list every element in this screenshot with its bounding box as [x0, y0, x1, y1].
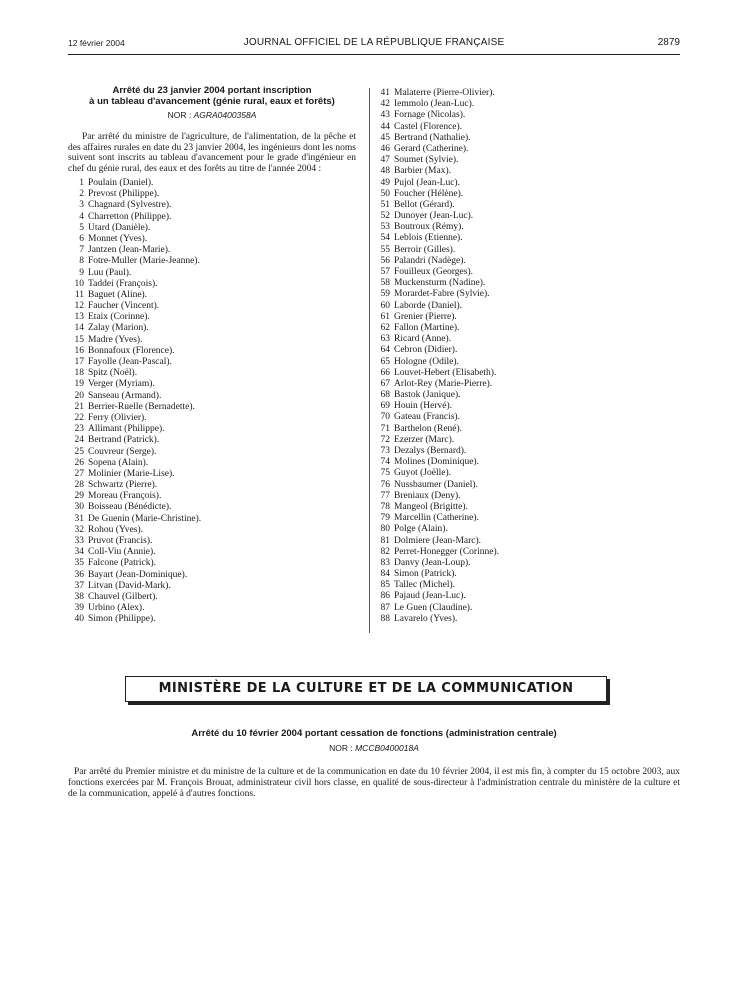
list-item-name: Laborde (Daniel). — [394, 300, 463, 311]
list-item — [68, 379, 356, 390]
list-item-name: Muckensturm (Nadine). — [394, 278, 486, 289]
list-item-number: 71 — [380, 423, 390, 434]
list-item-name: Fornage (Nicolas). — [394, 110, 466, 121]
list-item — [376, 312, 676, 323]
list-item — [376, 614, 676, 625]
list-item-name: Faucher (Vincent). — [88, 301, 160, 312]
list-item-number: 6 — [79, 233, 84, 244]
list-item-name: Guyot (Joëlle). — [394, 468, 451, 479]
list-item-number: 40 — [74, 614, 84, 625]
list-item — [68, 301, 356, 312]
list-item — [68, 245, 356, 256]
list-item-number: 41 — [380, 88, 390, 98]
list-item — [376, 133, 676, 144]
list-item-name: Barbier (Max). — [394, 166, 451, 177]
list-item-number: 30 — [74, 502, 84, 513]
list-item — [68, 547, 356, 558]
list-item-number: 49 — [380, 177, 390, 188]
list-item — [68, 491, 356, 502]
left-column — [68, 85, 356, 626]
list-item-number: 17 — [74, 357, 84, 367]
list-item-number: 60 — [380, 300, 390, 311]
list-item-number: 8 — [79, 256, 84, 267]
names-list-left — [68, 178, 356, 626]
list-item-name: Falcone (Patrick). — [88, 558, 157, 569]
arrete1-title-line2: à un tableau d'avancement (génie rural, eaux et forêts) — [89, 96, 335, 107]
list-item-number: 58 — [380, 278, 390, 289]
list-item-number: 42 — [380, 99, 390, 110]
list-item — [376, 110, 676, 121]
arrete1-title — [68, 85, 356, 107]
list-item-number: 48 — [380, 166, 390, 177]
list-item — [68, 279, 356, 290]
list-item-name: Fallon (Martine). — [394, 322, 460, 333]
list-item-number: 23 — [74, 424, 84, 435]
list-item-number: 57 — [380, 267, 390, 277]
names-list-right — [376, 88, 676, 625]
list-item-name: Litvan (David-Mark). — [88, 580, 171, 591]
list-item-number: 2 — [79, 189, 84, 200]
column-divider — [369, 88, 370, 633]
list-item-name: Pruvot (Francis). — [88, 536, 153, 546]
list-item-name: Gerard (Catherine). — [394, 143, 469, 154]
list-item-number: 68 — [380, 390, 390, 401]
list-item-name: Marcellin (Catherine). — [394, 513, 479, 524]
list-item-name: Berrier-Ruelle (Bernadette). — [88, 401, 195, 412]
list-item-number: 33 — [74, 536, 84, 546]
list-item-number: 34 — [74, 547, 84, 558]
list-item-number: 54 — [380, 233, 390, 244]
list-item-name: Morardet-Fabre (Sylvie). — [394, 289, 490, 300]
list-item — [68, 212, 356, 223]
list-item — [376, 301, 676, 312]
list-item-number: 26 — [74, 457, 84, 468]
list-item-name: Zalay (Marion). — [88, 323, 149, 334]
list-item-name: Coll-Viu (Annie). — [88, 547, 156, 558]
page-header — [68, 38, 680, 52]
list-item — [68, 368, 356, 379]
list-item-name: Iemmolo (Jean-Luc). — [394, 99, 475, 110]
list-item-number: 39 — [74, 603, 84, 614]
list-item-name: Chauvel (Gilbert). — [88, 591, 158, 602]
list-item — [68, 558, 356, 569]
list-item-name: Lavarelo (Yves). — [394, 613, 458, 624]
list-item-number: 24 — [74, 435, 84, 446]
list-item-number: 59 — [380, 289, 390, 300]
list-item — [68, 357, 356, 368]
list-item-name: Baguet (Aline). — [88, 289, 148, 300]
list-item-number: 86 — [380, 591, 390, 602]
list-item-name: Etaix (Corinne). — [88, 312, 150, 323]
list-item-name: Ricard (Anne). — [394, 334, 451, 345]
list-item — [68, 592, 356, 603]
issue-date: 12 février 2004 — [68, 38, 125, 48]
list-item-number: 78 — [380, 501, 390, 512]
arrete2-section — [68, 728, 680, 804]
list-item-name: Breniaux (Deny). — [394, 490, 461, 501]
list-item — [68, 391, 356, 402]
list-item — [376, 357, 676, 368]
list-item-number: 5 — [79, 222, 84, 233]
list-item — [376, 580, 676, 591]
list-item-number: 7 — [79, 245, 84, 256]
list-item — [376, 200, 676, 211]
list-item — [376, 401, 676, 412]
list-item-number: 20 — [74, 390, 84, 401]
list-item-number: 14 — [74, 323, 84, 334]
list-item-number: 77 — [380, 490, 390, 501]
list-item — [68, 480, 356, 491]
list-item — [68, 200, 356, 211]
list-item-number: 56 — [380, 255, 390, 266]
list-item-name: Moreau (François). — [88, 491, 162, 502]
list-item — [376, 390, 676, 401]
list-item-name: Spitz (Noël). — [88, 368, 138, 379]
list-item — [376, 122, 676, 133]
list-item — [68, 402, 356, 413]
list-item-number: 84 — [380, 569, 390, 580]
list-item-name: Arlot-Rey (Marie-Pierre). — [394, 378, 493, 389]
list-item-number: 38 — [74, 591, 84, 602]
list-item-number: 3 — [79, 200, 84, 211]
list-item-number: 13 — [74, 312, 84, 323]
list-item-number: 1 — [79, 178, 84, 188]
list-item-name: Le Guen (Claudine). — [394, 602, 473, 613]
list-item — [68, 223, 356, 234]
list-item-name: Danvy (Jean-Loup). — [394, 557, 471, 568]
list-item — [376, 480, 676, 491]
list-item-name: Dezalys (Bernard). — [394, 446, 467, 456]
list-item-number: 45 — [380, 132, 390, 143]
list-item — [68, 570, 356, 581]
list-item-name: Verger (Myriam). — [88, 379, 155, 390]
list-item-name: Simon (Philippe). — [88, 614, 156, 625]
list-item — [376, 211, 676, 222]
list-item — [68, 346, 356, 357]
list-item — [68, 502, 356, 513]
list-item-number: 81 — [380, 535, 390, 546]
list-item-number: 83 — [380, 557, 390, 568]
list-item-name: Sopena (Alain). — [88, 457, 149, 468]
header-rule — [68, 54, 680, 55]
list-item — [68, 424, 356, 435]
list-item — [376, 189, 676, 200]
arrete1-nor — [68, 110, 356, 120]
list-item — [376, 446, 676, 457]
list-item-name: Perret-Honegger (Corinne). — [394, 546, 499, 557]
journal-title: JOURNAL OFFICIEL DE LA RÉPUBLIQUE FRANÇAISE — [243, 37, 505, 48]
list-item — [376, 233, 676, 244]
list-item — [376, 547, 676, 558]
list-item-name: Sanseau (Armand). — [88, 390, 162, 401]
list-item-number: 22 — [74, 412, 84, 423]
list-item-number: 10 — [74, 278, 84, 289]
list-item-number: 79 — [380, 513, 390, 524]
list-item — [68, 234, 356, 245]
list-item-number: 80 — [380, 524, 390, 535]
list-item — [376, 155, 676, 166]
list-item — [376, 222, 676, 233]
list-item-number: 85 — [380, 580, 390, 591]
list-item-number: 31 — [74, 513, 84, 524]
list-item-number: 21 — [74, 401, 84, 412]
list-item-name: Couvreur (Serge). — [88, 446, 157, 457]
list-item — [376, 491, 676, 502]
list-item-number: 66 — [380, 367, 390, 378]
ministry-heading: MINISTÈRE DE LA CULTURE ET DE LA COMMUNICATION — [158, 681, 574, 696]
list-item — [376, 558, 676, 569]
list-item-number: 28 — [74, 480, 84, 491]
list-item — [376, 245, 676, 256]
list-item — [376, 424, 676, 435]
list-item-name: Nussbaumer (Daniel). — [394, 479, 478, 490]
list-item — [376, 334, 676, 345]
list-item-number: 64 — [380, 345, 390, 356]
list-item — [68, 581, 356, 592]
list-item-number: 9 — [79, 267, 84, 278]
list-item-name: Pajaud (Jean-Luc). — [394, 591, 466, 602]
list-item — [376, 144, 676, 155]
list-item-number: 19 — [74, 379, 84, 390]
list-item-name: Prevost (Philippe). — [88, 189, 160, 200]
list-item-name: Palandri (Nadège). — [394, 255, 466, 266]
list-item — [376, 468, 676, 479]
list-item-name: Dolmiere (Jean-Marc). — [394, 535, 482, 546]
list-item-name: Bastok (Janique). — [394, 390, 461, 401]
page-number: 2879 — [657, 37, 680, 48]
list-item-name: Dunoyer (Jean-Luc). — [394, 211, 474, 222]
list-item-name: Mangeol (Brigitte). — [394, 501, 468, 512]
list-item — [68, 447, 356, 458]
list-item-name: Rohou (Yves). — [88, 524, 143, 535]
list-item-name: Ferry (Olivier). — [88, 412, 147, 423]
list-item — [68, 189, 356, 200]
list-item-number: 67 — [380, 378, 390, 389]
list-item-number: 12 — [74, 301, 84, 312]
list-item-name: Gateau (Francis). — [394, 412, 460, 423]
list-item-name: Barthelon (René). — [394, 423, 463, 434]
list-item-number: 27 — [74, 468, 84, 479]
list-item-number: 76 — [380, 479, 390, 490]
list-item-name: Leblois (Etienne). — [394, 233, 463, 244]
list-item-name: Cebron (Didier). — [394, 345, 458, 356]
list-item — [68, 514, 356, 525]
list-item — [68, 323, 356, 334]
nor-code: AGRA0400358A — [193, 110, 257, 120]
list-item-name: Fayolle (Jean-Pascal). — [88, 357, 172, 367]
arrete2-title: Arrêté du 10 février 2004 portant cessation de fonctions (administration centrale) — [191, 728, 557, 739]
list-item-name: Utard (Danièle). — [88, 222, 151, 233]
list-item — [376, 379, 676, 390]
list-item-name: Bertrand (Nathalie). — [394, 132, 471, 143]
list-item — [376, 513, 676, 524]
list-item-name: Pujol (Jean-Luc). — [394, 177, 460, 188]
list-item-number: 18 — [74, 368, 84, 379]
list-item — [68, 335, 356, 346]
list-item — [68, 614, 356, 625]
list-item — [376, 524, 676, 535]
list-item-number: 87 — [380, 602, 390, 613]
list-item-number: 44 — [380, 121, 390, 132]
list-item-name: Charretton (Philippe). — [88, 211, 172, 222]
list-item-number: 61 — [380, 311, 390, 322]
list-item-number: 35 — [74, 558, 84, 569]
ministry-heading-box — [125, 676, 607, 702]
list-item — [68, 268, 356, 279]
list-item-name: Houin (Hervé). — [394, 401, 453, 412]
list-item-number: 73 — [380, 446, 390, 456]
list-item — [376, 412, 676, 423]
list-item-number: 74 — [380, 457, 390, 468]
list-item-name: Bellot (Gérard). — [394, 199, 455, 210]
list-item-name: De Guenin (Marie-Christine). — [88, 513, 202, 524]
list-item — [376, 569, 676, 580]
list-item-name: Louvet-Hebert (Elisabeth). — [394, 367, 497, 378]
list-item-number: 15 — [74, 334, 84, 345]
list-item-name: Molines (Dominique). — [394, 457, 479, 468]
list-item-name: Ezerzer (Marc). — [394, 434, 455, 445]
list-item — [68, 256, 356, 267]
nor-code: MCCB0400018A — [355, 743, 419, 753]
list-item-name: Bertrand (Patrick). — [88, 435, 160, 446]
list-item-name: Polge (Alain). — [394, 524, 448, 535]
list-item — [376, 289, 676, 300]
list-item — [68, 178, 356, 189]
arrete1-paragraph: Par arrêté du ministre de l'agriculture, de l'alimentation, de la pêche et des affaires rurales en date du 23 janvier 2004, les ingénieurs dont les noms suivent sont inscrits au tableau d'avancement pour le grade d'ingénieur en chef du génie rural, des eaux et des forêts au titre de l'année 2004 : — [68, 132, 356, 174]
list-item-name: Berroir (Gilles). — [394, 244, 456, 255]
list-item-name: Boisseau (Bénédicte). — [88, 502, 172, 513]
list-item-name: Tallec (Michel). — [394, 580, 456, 591]
list-item-number: 70 — [380, 412, 390, 423]
list-item-name: Fouilleux (Georges). — [394, 267, 473, 277]
list-item — [68, 536, 356, 547]
list-item — [68, 290, 356, 301]
list-item-number: 43 — [380, 110, 390, 121]
list-item-number: 72 — [380, 434, 390, 445]
list-item — [68, 525, 356, 536]
list-item — [376, 323, 676, 334]
list-item-number: 50 — [380, 188, 390, 199]
list-item — [376, 345, 676, 356]
list-item — [376, 88, 676, 99]
list-item-number: 11 — [74, 289, 84, 300]
list-item-name: Bayart (Jean-Dominique). — [88, 569, 188, 580]
list-item — [376, 502, 676, 513]
list-item — [376, 99, 676, 110]
list-item-name: Chagnard (Sylvestre). — [88, 200, 172, 211]
list-item — [68, 413, 356, 424]
list-item-name: Boutroux (Rémy). — [394, 222, 464, 233]
list-item-number: 52 — [380, 211, 390, 222]
nor-label: NOR : — [329, 743, 353, 753]
arrete2-paragraph: Par arrêté du Premier ministre et du ministre de la culture et de la communication en date du 10 février 2004, il est mis fin, à compter du 15 octobre 2003, aux fonctions exercées par M. François Brouat, administrateur civil hors classe, en qualité de sous-directeur à l'administration centrale du ministère de la culture et de la communication, appelé à d'autres fonctions. — [68, 767, 680, 799]
arrete2-nor — [68, 743, 680, 753]
list-item-number: 51 — [380, 199, 390, 210]
list-item-number: 55 — [380, 244, 390, 255]
list-item-number: 69 — [380, 401, 390, 412]
list-item-number: 25 — [74, 446, 84, 457]
list-item — [376, 457, 676, 468]
list-item — [376, 178, 676, 189]
list-item — [68, 435, 356, 446]
list-item — [376, 536, 676, 547]
list-item — [376, 435, 676, 446]
list-item-number: 88 — [380, 613, 390, 624]
list-item-number: 82 — [380, 546, 390, 557]
list-item-name: Monnet (Yves). — [88, 233, 148, 244]
list-item-number: 29 — [74, 491, 84, 502]
list-item-number: 63 — [380, 334, 390, 345]
list-item-name: Allimant (Philippe). — [88, 424, 165, 435]
list-item-name: Taddei (François). — [88, 278, 158, 289]
list-item-number: 65 — [380, 356, 390, 367]
list-item-name: Molinier (Marie-Lise). — [88, 468, 175, 479]
list-item-name: Bonnafoux (Florence). — [88, 345, 175, 356]
list-item-number: 16 — [74, 345, 84, 356]
right-column — [376, 88, 676, 625]
list-item-name: Urbino (Alex). — [88, 603, 145, 614]
list-item-number: 4 — [79, 211, 84, 222]
list-item-name: Soumet (Sylvie). — [394, 155, 459, 166]
list-item-name: Luu (Paul). — [88, 267, 132, 278]
list-item-name: Madre (Yves). — [88, 334, 143, 345]
list-item — [376, 603, 676, 614]
list-item-name: Schwartz (Pierre). — [88, 480, 158, 491]
list-item — [376, 591, 676, 602]
list-item — [376, 368, 676, 379]
list-item — [68, 603, 356, 614]
list-item-number: 75 — [380, 468, 390, 479]
list-item — [68, 312, 356, 323]
list-item-number: 53 — [380, 222, 390, 233]
list-item-name: Hologne (Odile). — [394, 356, 459, 367]
list-item — [376, 267, 676, 278]
list-item-name: Foucher (Hélène). — [394, 188, 464, 199]
list-item — [68, 469, 356, 480]
list-item-number: 46 — [380, 143, 390, 154]
list-item — [68, 458, 356, 469]
list-item-number: 36 — [74, 569, 84, 580]
list-item-name: Simon (Patrick). — [394, 569, 457, 580]
list-item-name: Jantzen (Jean-Marie). — [88, 245, 171, 256]
arrete1-title-line1: Arrêté du 23 janvier 2004 portant inscription — [112, 85, 312, 96]
list-item-name: Poulain (Daniel). — [88, 178, 154, 188]
nor-label: NOR : — [167, 110, 192, 120]
list-item-name: Fotre-Muller (Marie-Jeanne). — [88, 256, 200, 267]
list-item-name: Grenier (Pierre). — [394, 311, 457, 322]
list-item — [376, 278, 676, 289]
list-item — [376, 166, 676, 177]
list-item-name: Castel (Florence). — [394, 121, 463, 132]
list-item-number: 62 — [380, 322, 390, 333]
list-item — [376, 256, 676, 267]
list-item-number: 32 — [74, 524, 84, 535]
list-item-number: 37 — [74, 580, 84, 591]
list-item-name: Malaterre (Pierre-Olivier). — [394, 88, 495, 98]
list-item-number: 47 — [380, 155, 390, 166]
